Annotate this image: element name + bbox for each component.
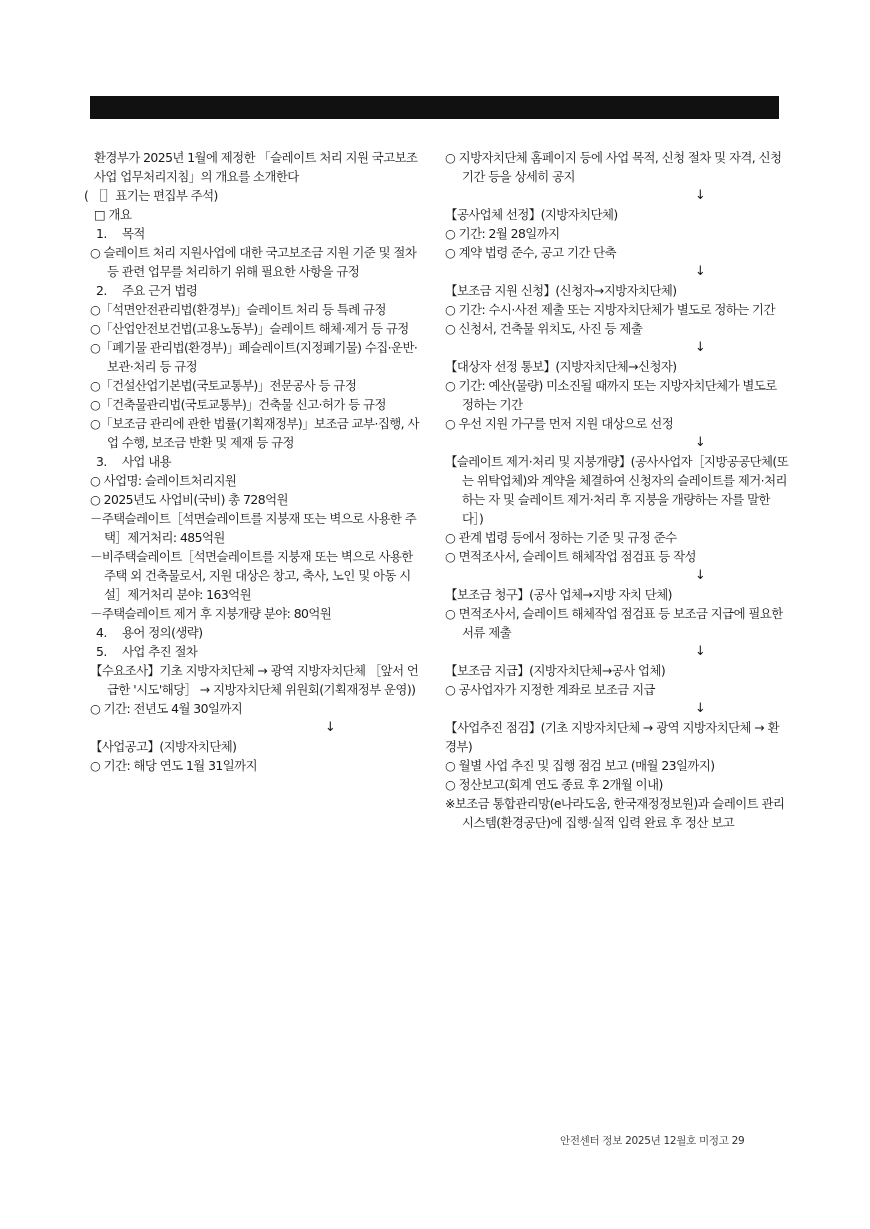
flow-item: 【사업추진 점검】(기초 지방자치단체 → 광역 지방자치단체 → 환경부) <box>445 720 779 754</box>
flow-arrow-icon: ↓ <box>694 435 706 450</box>
flow-item: ○ 기간: 해당 연도 1월 31일까지 <box>90 758 258 773</box>
section-1-number: 1. <box>96 226 107 241</box>
flow-item: ○ 우선 지원 가구를 먼저 지원 대상으로 선정 <box>445 416 674 431</box>
flow-item: 【슬레이트 제거·처리 및 지붕개량】(공사사업자［지방공공단체(또는 위탁업체)와 계약을 체결하여 신청자의 슬레이트를 제거·처리하는 자 및 슬레이트 제거·처리 후 지붕을 개량하는 자를 말한다］) <box>445 454 789 526</box>
flow-item: ○ 기간: 2월 28일까지 <box>445 226 560 241</box>
flow-item: ○ 기간: 수시·사전 제출 또는 지방자치단체가 별도로 정하는 기간 <box>445 302 775 317</box>
section-1-title: 목적 <box>122 226 145 241</box>
section-3-number: 3. <box>96 454 107 469</box>
section-4-number: 4. <box>96 625 107 640</box>
flow-item: 【대상자 선정 통보】(지방자치단체→신청자) <box>445 359 677 374</box>
flow-arrow-icon: ↓ <box>694 264 706 279</box>
flow-item: ○ 2025년도 사업비(국비) 총 728억원 <box>90 492 288 507</box>
section-2-heading <box>90 281 420 300</box>
section-5-title: 사업 추진 절차 <box>122 644 198 659</box>
flow-item: ○ 기간: 예산(물량) 미소진될 때까지 또는 지방자치단체가 별도로 정하는 기간 <box>445 378 777 412</box>
flow-item: －주택슬레이트 제거 후 지붕개량 분야: 80억원 <box>90 606 332 621</box>
flow-item: ○ 월별 사업 추진 및 집행 점검 보고 (매월 23일까지) <box>445 758 715 773</box>
flow-item: －비주택슬레이트［석면슬레이트를 지붕재 또는 벽으로 사용한 주택 외 건축물로서, 지원 대상은 창고, 축사, 노인 및 아동 시설］제거처리 분야: 163억원 <box>90 549 413 602</box>
flow-arrow-icon: ↓ <box>694 568 706 583</box>
page-footer: 안전센터 정보 2025년 12월호 미정고 29 <box>560 1135 745 1147</box>
flow-item: 【수요조사】기초 지방자치단체 → 광역 지방자치단체 ［앞서 언급한 '시도'해당］ → 지방자치단체 위원회(기획재정부 운영)) <box>90 663 419 697</box>
flow-arrow-icon: ↓ <box>324 720 336 735</box>
flow-item: 【보조금 청구】(공사 업체→지방 자치 단체) <box>445 587 672 602</box>
flow-item: ○ 면적조사서, 슬레이트 해체작업 점검표 등 작성 <box>445 549 696 564</box>
law-item: ○「산업안전보건법(고용노동부)」슬레이트 해체·제거 등 규정 <box>90 321 409 336</box>
section-5-heading <box>90 642 420 661</box>
flow-arrow-icon: ↓ <box>694 340 706 355</box>
section-4-heading <box>90 623 420 642</box>
right-column <box>445 148 790 832</box>
business-list <box>90 471 420 623</box>
law-item: ○「폐기물 관리법(환경부)」폐슬레이트(지정폐기물) 수집·운반·보관·처리 등 규정 <box>90 340 418 374</box>
flow-item: ○ 정산보고(회계 연도 종료 후 2개월 이내) <box>445 777 663 792</box>
flow-arrow-icon: ↓ <box>694 188 706 203</box>
editor-note: ( ［］표기는 편집부 주석) <box>84 188 218 203</box>
flow-item: ○ 기간: 전년도 4월 30일까지 <box>90 701 243 716</box>
purpose-text: ○ 슬레이트 처리 지원사업에 대한 국고보조금 지원 기준 및 절차 등 관련 업무를 처리하기 위해 필요한 사항을 규정 <box>90 245 417 279</box>
flow-item: ○ 신청서, 건축물 위치도, 사진 등 제출 <box>445 321 643 336</box>
section-2-number: 2. <box>96 283 107 298</box>
flow-item: ○ 관계 법령 등에서 정하는 기준 및 규정 준수 <box>445 530 677 545</box>
flow-item: 【공사업체 선정】(지방자치단체) <box>445 207 618 222</box>
law-item: ○「보조금 관리에 관한 법률(기획재정부)」보조금 교부·집행, 사업 수행, 보조금 반환 및 제재 등 규정 <box>90 416 419 450</box>
flow-item: ○ 사업명: 슬레이트처리지원 <box>90 473 237 488</box>
law-list <box>90 300 420 452</box>
overview-heading: □ 개요 <box>94 207 132 222</box>
section-5-number: 5. <box>96 644 107 659</box>
section-4-title: 용어 정의(생략) <box>122 625 203 640</box>
flow-item: －주택슬레이트［석면슬레이트를 지붕재 또는 벽으로 사용한 주택］제거처리: 485억원 <box>90 511 417 545</box>
flow-arrow-icon: ↓ <box>694 644 706 659</box>
intro-text: 환경부가 2025년 1월에 제정한 「슬레이트 처리 지원 국고보조사업 업무처리지침」의 개요를 소개한다 <box>94 150 418 184</box>
section-3-heading <box>90 452 420 471</box>
flow-arrow-icon: ↓ <box>694 701 706 716</box>
procedure-flow-right <box>445 148 790 832</box>
header-bar <box>90 96 779 119</box>
section-1-heading <box>90 224 420 243</box>
section-2-title: 주요 근거 법령 <box>122 283 198 298</box>
law-item: ○「건설산업기본법(국토교통부)」전문공사 등 규정 <box>90 378 357 393</box>
flow-item: 【보조금 지급】(지방자치단체→공사 업체) <box>445 663 666 678</box>
flow-item: ○ 면적조사서, 슬레이트 해체작업 점검표 등 보조금 지급에 필요한 서류 제출 <box>445 606 783 640</box>
procedure-flow-left <box>90 661 420 775</box>
flow-item: ○ 지방자치단체 홈페이지 등에 사업 목적, 신청 절차 및 자격, 신청 기간 등을 상세히 공지 <box>445 150 782 184</box>
law-item: ○「건축물관리법(국토교통부)」건축물 신고·허가 등 규정 <box>90 397 386 412</box>
law-item: ○「석면안전관리법(환경부)」슬레이트 처리 등 특례 규정 <box>90 302 386 317</box>
section-3-title: 사업 내용 <box>122 454 172 469</box>
left-column <box>84 148 420 775</box>
flow-item: ○ 공사업자가 지정한 계좌로 보조금 지급 <box>445 682 655 697</box>
flow-item: ○ 계약 법령 준수, 공고 기간 단축 <box>445 245 617 260</box>
flow-item: 【사업공고】(지방자치단체) <box>90 739 237 754</box>
flow-item: ※보조금 통합관리망(e나라도움, 한국재정정보원)과 슬레이트 관리시스템(환경공단)에 집행·실적 입력 완료 후 정산 보고 <box>445 796 785 830</box>
flow-item: 【보조금 지원 신청】(신청자→지방자치단체) <box>445 283 677 298</box>
